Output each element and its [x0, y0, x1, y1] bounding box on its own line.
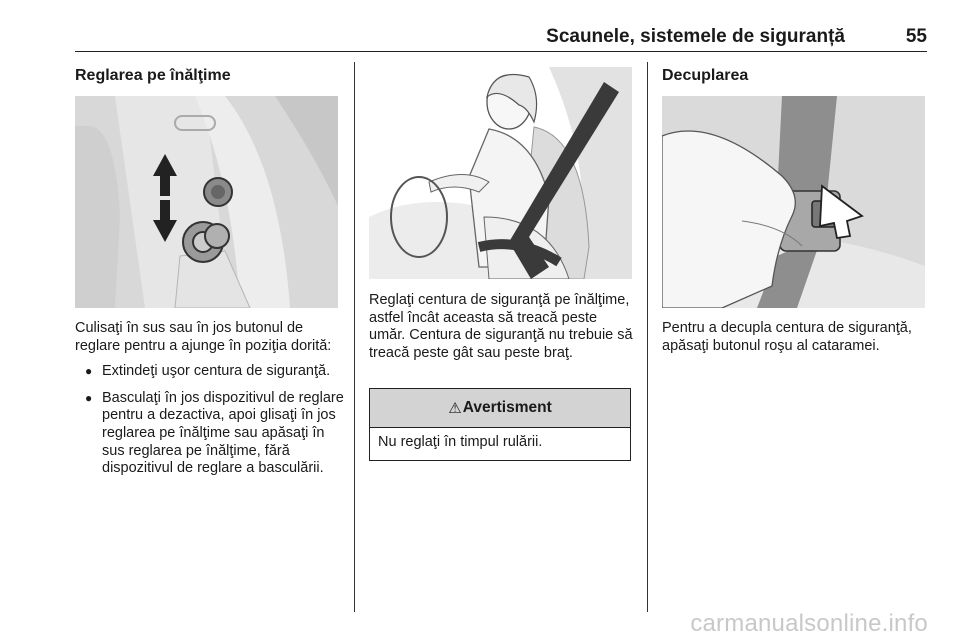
right-column: [662, 67, 932, 85]
left-column-text: [75, 320, 345, 487]
bullet-icon: ●: [85, 364, 93, 379]
column-divider-right: [647, 62, 648, 612]
warning-triangle-icon: ⚠: [448, 400, 462, 417]
release-instructions: Pentru a decupla centura de siguranţă, apăsaţi butonul roşu al cataramei.: [662, 320, 912, 354]
header-divider: [75, 51, 927, 52]
warning-text: Nu reglaţi în timpul rulării.: [378, 434, 543, 450]
bullet-icon: ●: [85, 390, 93, 405]
seatbelt-height-adjuster-illustration: [75, 96, 338, 308]
list-item-text: Basculaţi în jos dispozitivul de reglare pentru a dezactiva, apoi glisaţi în jos reglarea pe înălţime sau apăsaţi în sus reglarea pe înălţime, fără dispozitivul de reglare a basculării.: [102, 389, 344, 477]
middle-column-text: [369, 292, 637, 362]
page-number: 55: [905, 26, 927, 47]
seated-driver-seatbelt-illustration: [369, 67, 632, 279]
list-item: [75, 363, 345, 381]
height-adjust-intro: Culisaţi în sus sau în jos butonul de reglare pentru a ajunge în poziţia dorită:: [75, 320, 332, 354]
warning-box: [369, 388, 631, 461]
section-heading-height-adjust: Reglarea pe înălţime: [75, 67, 231, 84]
left-column: [75, 67, 345, 85]
height-adjust-steps: [75, 363, 345, 478]
right-column-text: [662, 320, 932, 355]
watermark: carmanualsonline.info: [690, 610, 928, 637]
belt-routing-instructions: Reglaţi centura de siguranţă pe înălţime, astfel încât aceasta să treacă peste umăr. Centura de siguranţă nu trebuie să treacă peste gât sau peste braţ.: [369, 292, 633, 361]
buckle-release-hand-illustration: [662, 96, 925, 308]
section-heading-release: Decuplarea: [662, 67, 749, 84]
list-item-text: Extindeţi uşor centura de siguranţă.: [102, 363, 331, 380]
list-item: [75, 390, 345, 478]
warning-header: [370, 389, 630, 428]
warning-title: Avertisment: [462, 399, 552, 416]
column-divider-left: [354, 62, 355, 612]
running-header-title: Scaunele, sistemele de siguranță: [546, 26, 845, 47]
